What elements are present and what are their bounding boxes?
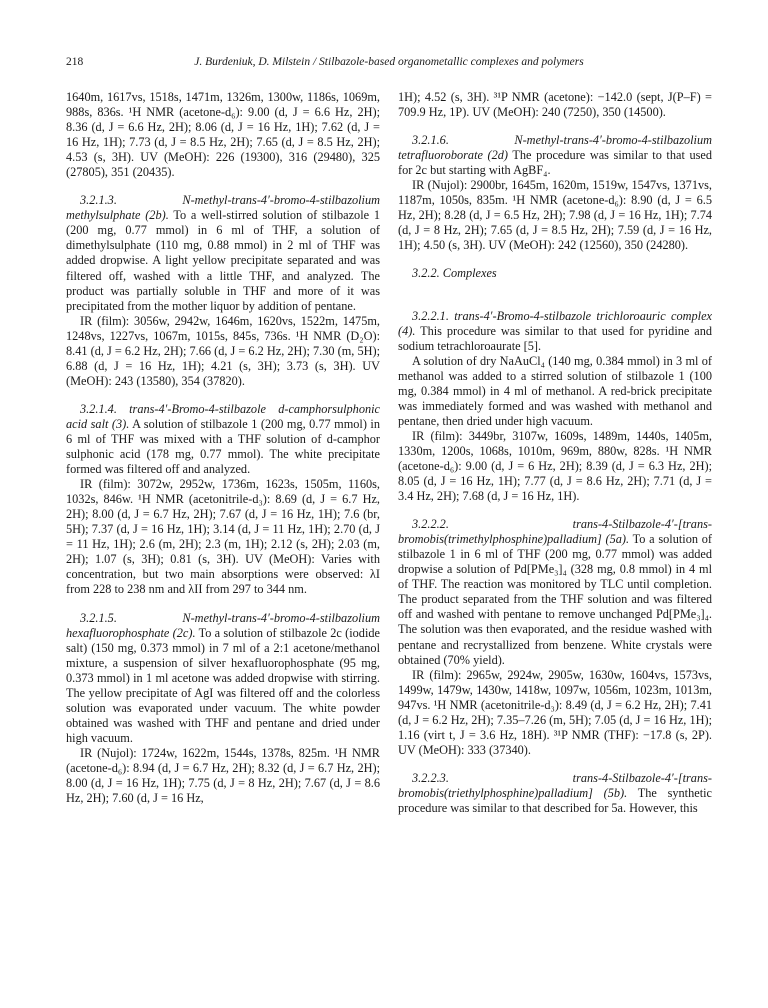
subsection-text: To a solution of stilbazole 2c (iodide salt) (150 mg, 0.373 mmol) in 7 ml of a 2:1 acetone/methanol mixture, a suspension of silver hexafluorophosphate (95 mg, 0.373 mmol) in 1 ml acetone was added dropwise with stirring. The yellow precipitate of AgI was filtered off and the colorless solution was evaporated under vacuum. The white powder obtained was washed with THF and pentane and dried under high vacuum. — [66, 625, 380, 745]
subsection-title: 3.2.1.3. N-methyl-trans-4′-bromo-4-stilbazolium methylsulphate (2b). — [66, 193, 380, 223]
subsection-paragraph — [398, 517, 712, 667]
subsection-title: 3.2.1.4. trans-4′-Bromo-4-stilbazole d-camphorsulphonic acid salt (3). — [66, 401, 380, 431]
left-column — [66, 90, 380, 806]
subsection-paragraph — [66, 611, 380, 746]
subsection-title: 3.2.1.6. N-methyl-trans-4′-bromo-4-stilbazolium tetrafluoroborate (2d) — [398, 133, 712, 163]
section-heading: 3.2.2. Complexes — [412, 266, 497, 281]
spacer — [398, 282, 712, 296]
paragraph: IR (film): 3072w, 2952w, 1736m, 1623s, 1505m, 1160s, 1032s, 846w. ¹H NMR (acetonitrile-d₃): 8.69 (d, J = 6.7 Hz, 2H); 8.00 (d, J = 6.7 Hz, 2H); 7.67 (d, J = 16 Hz, 1H); 7.6 (br, 5H); 7.37 (d, J = 16 Hz, 1H); 3.14 (d, J = 11 Hz, 1H); 2.70 (d, J = 11 Hz, 1H); 2.6 (m, 2H); 2.3 (m, 1H); 2.12 (s, 2H); 2.03 (m, 2H); 1.07 (s, 3H); 0.81 (s, 3H). UV (MeOH): Varies with concentration, but two main absorptions were observed: λI from 228 to 238 nm and λII from 297 to 344 nm. — [66, 477, 380, 597]
running-head: J. Burdeniuk, D. Milstein / Stilbazole-based organometallic complexes and polymers — [194, 56, 584, 68]
paragraph: IR (film): 2965w, 2924w, 2905w, 1630w, 1604vs, 1573vs, 1499w, 1479w, 1430w, 1418w, 1097w, 1056m, 1023m, 1013m, 947vs. ¹H NMR (acetonitrile-d₃): 8.49 (d, J = 6.2 Hz, 2H); 7.41 (d, J = 6.2 Hz, 2H); 7.35–7.26 (m, 5H); 7.05 (d, J = 16 Hz, 1H); 1.16 (virt t, J = 3.6 Hz, 18H). ³¹P NMR (THF): −17.8 (s, 2P). UV (MeOH): 333 (37340). — [398, 667, 712, 757]
paragraph: IR (film): 3449br, 3107w, 1609s, 1489m, 1440s, 1405m, 1330m, 1200s, 1068s, 1010m, 969m, 880w, 828s. ¹H NMR (acetone-d₆): 9.00 (d, J = 6 Hz, 2H); 8.39 (d, J = 6.3 Hz, 2H); 8.05 (d, J = 16 Hz, 1H); 7.77 (d, J = 8.6 Hz, 2H); 7.71 (d, J = 3.4 Hz, 2H); 7.68 (d, J = 16 Hz, 1H). — [398, 428, 712, 504]
page-header — [66, 56, 712, 76]
subsection-paragraph — [398, 771, 712, 816]
subsection-text: The synthetic procedure was similar to that described for 5a. However, this — [398, 785, 712, 815]
subsection-text: To a solution of stilbazole 1 in 6 ml of THF (200 mg, 0.77 mmol) was added dropwise a solution of Pd[PMe₃]₄ (328 mg, 0.8 mmol) in 4 ml of THF. The reaction was monitored by TLC until completion. The product separated from the THF solution and was filtered off and washed with pentane to remove unchanged Pd[PMe₃]₄. The solution was then evaporated, and the residue washed with pentane and recrystallized from benzene. White crystals were obtained (70% yield). — [398, 532, 712, 667]
paragraph: IR (film): 3056w, 2942w, 1646m, 1620vs, 1522m, 1475m, 1248vs, 1227vs, 1067m, 1015s, 845s, 736s. ¹H NMR (D₂O): 8.41 (d, J = 6.2 Hz, 2H); 7.66 (d, J = 6.2 Hz, 2H); 7.30 (m, 5H); 6.88 (d, J = 16 Hz, 1H); 4.21 (s, 3H); 3.73 (s, 3H). UV (MeOH): 243 (13580), 354 (37820). — [66, 313, 380, 388]
subsection-title: 3.2.2.3. trans-4-Stilbazole-4′-[trans-bromobis(triethylphosphine)palladium] (5b). — [398, 770, 712, 800]
page-number: 218 — [66, 56, 84, 68]
subsection-text: This procedure was similar to that used for pyridine and sodium tetrachloroaurate [5]. — [398, 323, 712, 353]
subsection-title: 3.2.1.5. N-methyl-trans-4′-bromo-4-stilbazolium hexafluorophosphate (2c). — [66, 610, 380, 640]
paragraph: IR (Nujol): 2900br, 1645m, 1620m, 1519w, 1547vs, 1371vs, 1187m, 1050s, 835m. ¹H NMR (acetone-d₆): 8.90 (d, J = 6.5 Hz, 2H); 8.28 (d, J = 6.5 Hz, 2H); 7.98 (d, J = 16 Hz, 1H); 7.74 (d, J = 8 Hz, 2H); 7.65 (d, J = 8.5 Hz, 2H); 7.59 (d, J = 16 Hz, 1H); 4.50 (s, 3H). UV (MeOH): 242 (12560), 350 (24280). — [398, 178, 712, 253]
subsection-text: A solution of stilbazole 1 (200 mg, 0.77 mmol) in 6 ml of THF was mixed with a THF solution of d-camphor sulphonic acid (178 mg, 0.77 mmol). The white precipitate formed was filtered off and analyzed. — [66, 416, 380, 477]
subsection-paragraph — [66, 193, 380, 313]
paragraph-continued: 1H); 4.52 (s, 3H). ³¹P NMR (acetone): −142.0 (sept, J(P–F) = 709.9 Hz, 1P). UV (MeOH): 240 (7250), 350 (14500). — [398, 90, 712, 120]
subsection-text: To a well-stirred solution of stilbazole 1 (200 mg, 0.77 mmol) in 6 ml of THF, a solution of dimethylsulphate (110 mg, 0.88 mmol) in 2 ml of THF was added dropwise. A light yellow precipitate separated and was filtered off, washed with a little THF, and analyzed. The product was partially soluble in THF and more of it was precipitated from the mother liquor by addition of pentane. — [66, 208, 380, 313]
subsection-title: 3.2.2.2. trans-4-Stilbazole-4′-[trans-bromobis(trimethylphosphine)palladium] (5a). — [398, 517, 712, 547]
subsection-paragraph — [398, 309, 712, 354]
subsection-paragraph — [66, 402, 380, 477]
subsection-text: The procedure was similar to that used for 2c but starting with AgBF₄. — [398, 148, 712, 178]
subsection-paragraph — [398, 133, 712, 178]
subsection-title: 3.2.2.1. trans-4′-Bromo-4-stilbazole trichloroauric complex (4). — [398, 308, 712, 338]
paragraph: IR (Nujol): 1724w, 1622m, 1544s, 1378s, 825m. ¹H NMR (acetone-d₆): 8.94 (d, J = 6.7 Hz, 2H); 8.32 (d, J = 6.7 Hz, 2H); 8.00 (d, J = 16 Hz, 1H); 7.75 (d, J = 8 Hz, 2H); 7.67 (d, J = 8.6 Hz, 2H); 7.60 (d, J = 16 Hz, — [66, 745, 380, 806]
right-column — [398, 90, 712, 816]
paragraph-continued: 1640m, 1617vs, 1518s, 1471m, 1326m, 1300w, 1186s, 1069m, 988s, 836s. ¹H NMR (acetone-d₆): 9.00 (d, J = 6.6 Hz, 2H); 8.36 (d, J = 6.6 Hz, 2H); 8.06 (d, J = 16 Hz, 1H); 7.62 (d, J = 16 Hz, 1H); 7.73 (d, J = 8.5 Hz, 2H); 7.65 (d, J = 8.5 Hz, 2H); 4.53 (s, 3H). UV (MeOH): 226 (19300), 316 (29480), 325 (27805), 351 (20435). — [66, 90, 380, 180]
paragraph: A solution of dry NaAuCl₄ (140 mg, 0.384 mmol) in 3 ml of methanol was added to a stirred solution of stilbazole 1 (100 mg, 0.384 mmol) in 4 ml of methanol. A red-brick precipitate was immediately formed and was washed with methanol and pentane, then dried under high vacuum. — [398, 353, 712, 428]
